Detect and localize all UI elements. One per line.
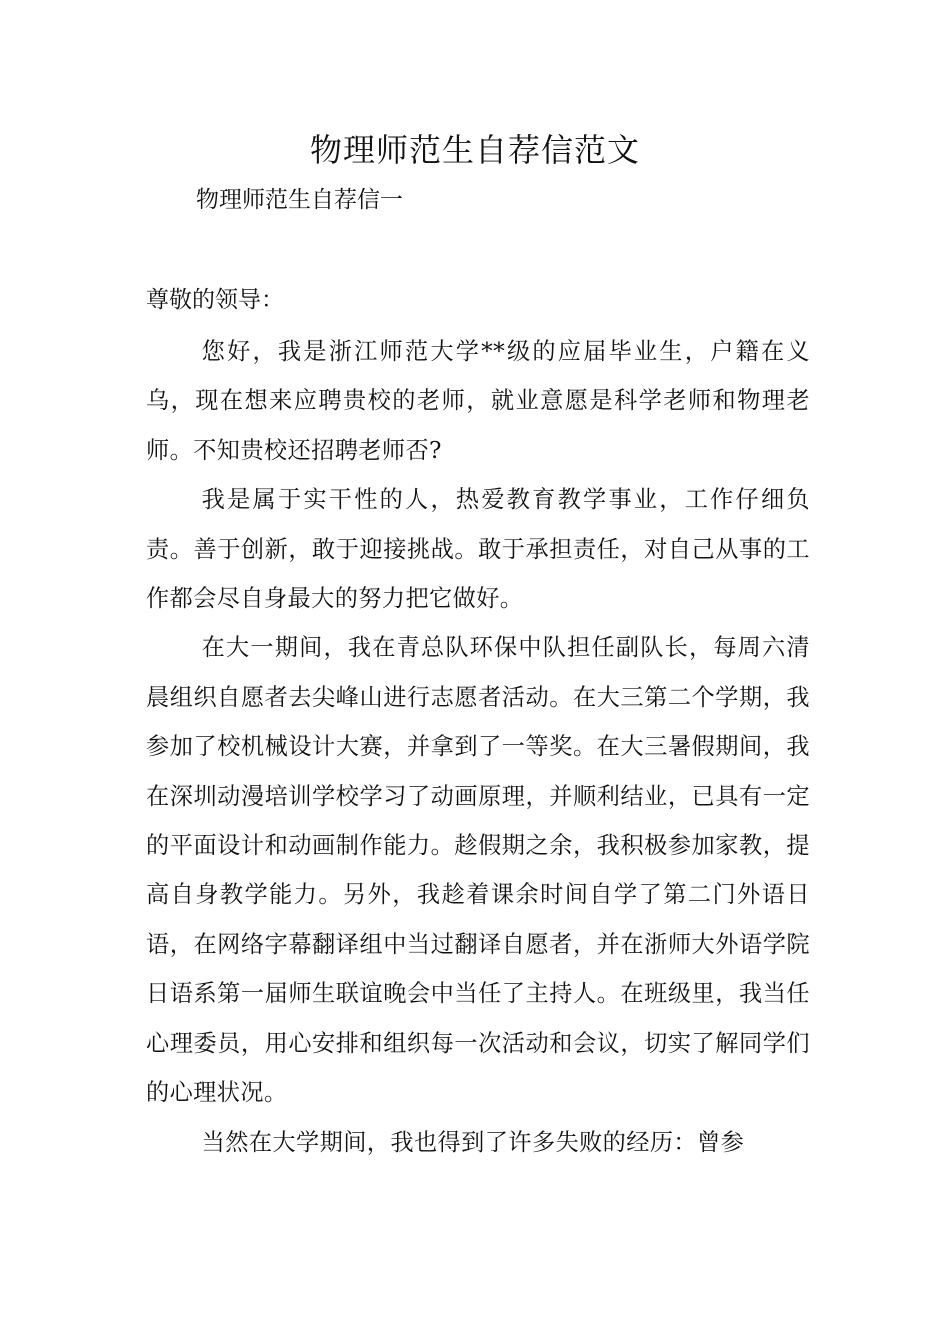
document-title: 物理师范生自荐信范文 bbox=[309, 131, 640, 169]
paragraph-failures: 当然在大学期间，我也得到了许多失败的经历：曾参 bbox=[201, 1128, 745, 1156]
paragraph-greeting: 您好，我是浙江师范大学**级的应届毕业生，户籍在义乌，现在想来应聘贵校的老师，就业意愿是科学老师和物理老师。不知贵校还招聘老师否? bbox=[146, 338, 810, 464]
document-subtitle: 物理师范生自荐信一 bbox=[196, 187, 403, 213]
paragraph-experience: 在大一期间，我在青总队环保中队担任副队长，每周六清晨组织自愿者去尖峰山进行志愿者活动。在大三第二个学期，我参加了校机械设计大赛，并拿到了一等奖。在大三暑假期间，我在深圳动漫培训学校学习了动画原理，并顺利结业，已具有一定的平面设计和动画制作能力。趁假期之余，我积极参加家教，提高自身教学能力。另外，我趁着课余时间自学了第二门外语日语，在网络字幕翻译组中当过翻译自愿者，并在浙师大外语学院日语系第一届师生联谊晚会中当任了主持人。在班级里，我当任心理委员，用心安排和组织每一次活动和会议，切实了解同学们的心理状况。 bbox=[146, 634, 810, 1107]
letter-body bbox=[146, 327, 810, 1167]
paragraph-character: 我是属于实干性的人，热爱教育教学事业，工作仔细负责。善于创新，敢于迎接挑战。敢于承担责任，对自己从事的工作都会尽自身最大的努力把它做好。 bbox=[146, 486, 810, 613]
salutation: 尊敬的领导： bbox=[146, 287, 284, 313]
